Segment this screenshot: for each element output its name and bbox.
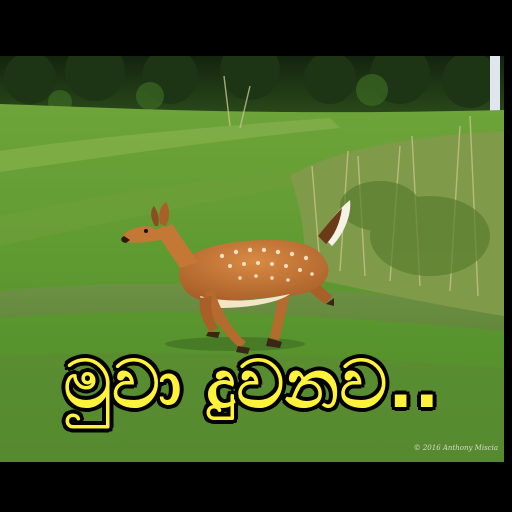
caption-text: මුවා දුවනව.. [63, 345, 441, 423]
watermark: © 2016 Anthony Miscia [413, 444, 498, 452]
